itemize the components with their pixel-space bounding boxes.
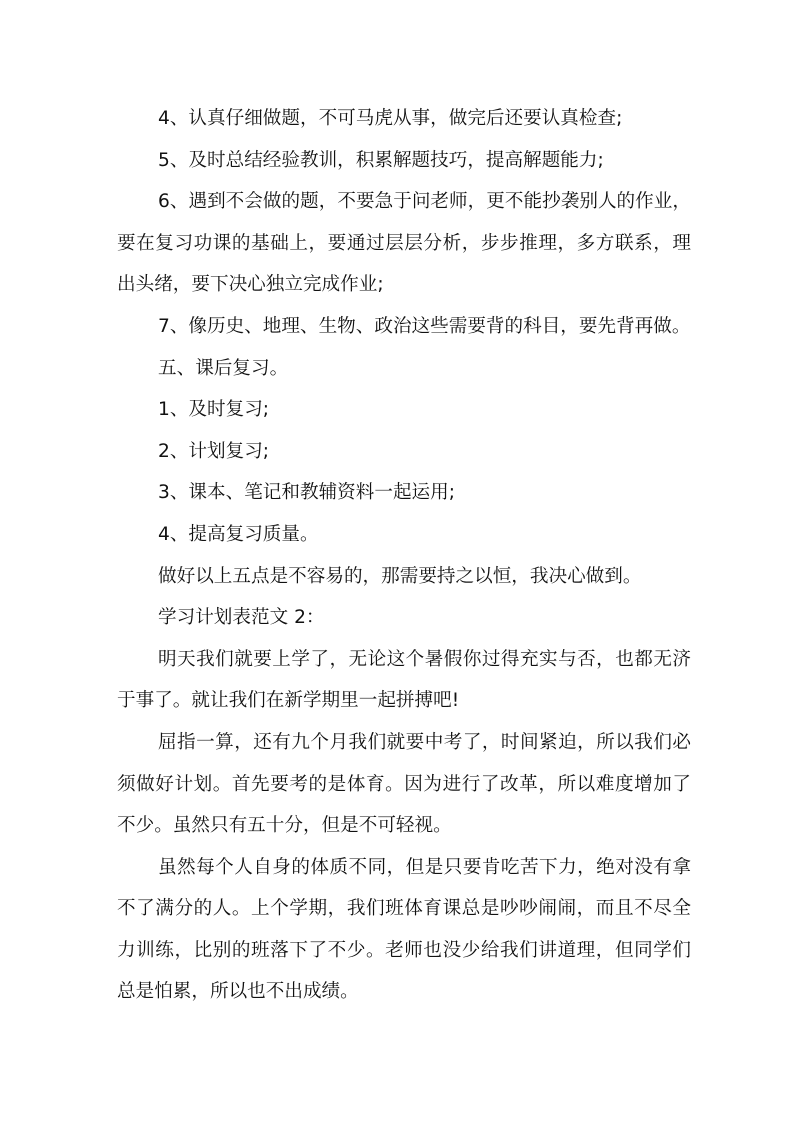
paragraph-sample-plan: 屈指一算，还有九个月我们就要中考了，时间紧迫，所以我们必须做好计划。首先要考的是体育。因为进行了改革，所以难度增加了不少。虽然只有五十分，但是不可轻视。 — [117, 731, 691, 837]
paragraph-conclusion: 做好以上五点是不容易的，那需要持之以恒，我决心做到。 — [158, 565, 642, 587]
paragraph-review-1: 1、及时复习; — [158, 399, 270, 421]
paragraph-review-4: 4、提高复习质量。 — [158, 523, 319, 545]
paragraph-sample-intro: 明天我们就要上学了，无论这个暑假你过得充实与否，也都无济于事了。就让我们在新学期里一起拼搏吧! — [117, 648, 691, 712]
sample-heading: 学习计划表范文 2： — [158, 607, 325, 629]
section-heading-review: 五、课后复习。 — [158, 357, 289, 379]
paragraph-tip-4: 4、认真仔细做题，不可马虎从事，做完后还要认真检查; — [158, 108, 623, 129]
paragraph-review-3: 3、课本、笔记和教辅资料一起运用; — [158, 482, 456, 504]
paragraph-tip-5: 5、及时总结经验教训，积累解题技巧，提高解题能力; — [158, 149, 604, 171]
document-body — [117, 98, 691, 1013]
paragraph-review-2: 2、计划复习; — [158, 440, 270, 462]
paragraph-tip-7: 7、像历史、地理、生物、政治这些需要背的科目，要先背再做。 — [158, 315, 691, 337]
paragraph-sample-pe: 虽然每个人自身的体质不同，但是只要肯吃苦下力，绝对没有拿不了满分的人。上个学期，我们班体育课总是吵吵闹闹，而且不尽全力训练，比别的班落下了不少。老师也没少给我们讲道理，但同学们总是怕累，所以也不出成绩。 — [117, 856, 691, 1003]
paragraph-tip-6: 6、遇到不会做的题，不要急于问老师，更不能抄袭别人的作业，要在复习功课的基础上，要通过层层分析，步步推理，多方联系，理出头绪，要下决心独立完成作业; — [117, 191, 691, 296]
